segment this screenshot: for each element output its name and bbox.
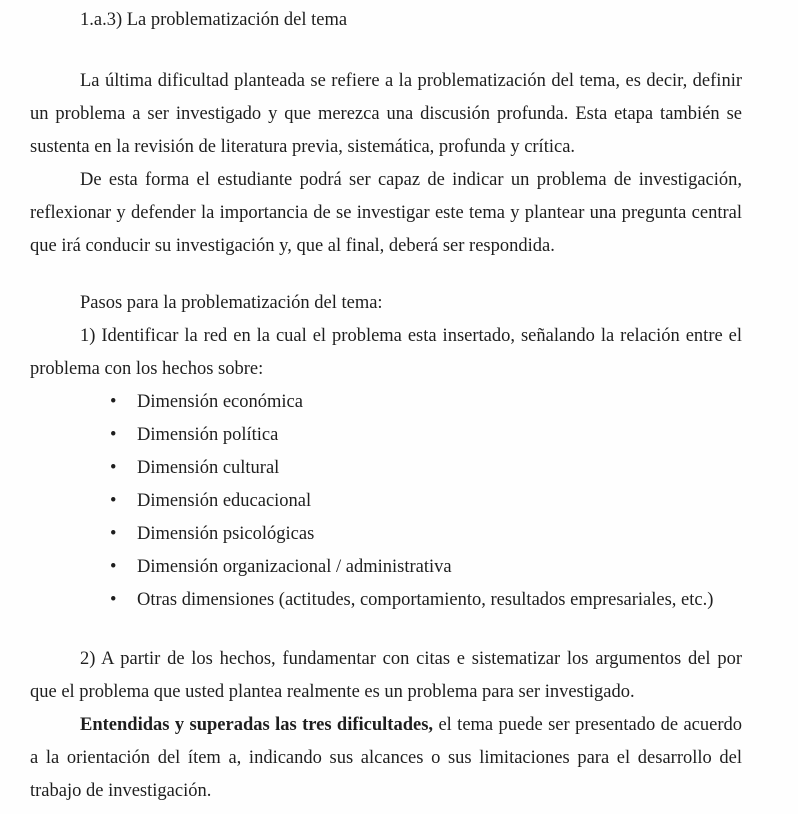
bullet-label: Dimensión económica [137, 392, 303, 412]
step-1-paragraph: 1) Identificar la red en la cual el problema esta insertado, señalando la relación entre el problema con los hechos sobre: [30, 326, 742, 379]
bullet-item [30, 551, 742, 584]
step-2-paragraph: 2) A partir de los hechos, fundamentar con citas e sistematizar los argumentos del por que el problema que usted plantea realmente es un problema para ser investigado. [30, 649, 742, 702]
closing-paragraph [30, 709, 742, 808]
paragraph-intro-1: La última dificultad planteada se refiere a la problematización del tema, es decir, definir un problema a ser investigado y que merezca una discusión profunda. Esta etapa también se sustenta en la revisión de literatura previa, sistemática, profunda y crítica. [30, 71, 742, 157]
bullet-label: Dimensión política [137, 425, 279, 445]
bullet-icon: • [110, 491, 117, 511]
bullet-item [30, 386, 742, 419]
steps-intro: Pasos para la problematización del tema: [80, 293, 383, 313]
closing-bold-lead: Entendidas y superadas las tres dificultades, [80, 715, 434, 735]
bullet-label: Dimensión psicológicas [137, 524, 315, 544]
section-heading: 1.a.3) La problematización del tema [80, 10, 348, 30]
bullet-icon: • [110, 392, 117, 412]
bullet-icon: • [110, 590, 117, 610]
closing-rest: el tema puede ser presentado de acuerdo a la orientación del ítem a, indicando sus alcances o sus limitaciones para el desarrollo del trabajo de investigación. [30, 715, 743, 801]
bullet-icon: • [110, 425, 117, 445]
bullet-item [30, 419, 742, 452]
bullet-item [30, 485, 742, 518]
bullet-label: Dimensión educacional [137, 491, 312, 511]
bullet-icon: • [110, 557, 117, 577]
paragraph-intro-2: De esta forma el estudiante podrá ser capaz de indicar un problema de investigación, reflexionar y defender la importancia de se investigar este tema y plantear una pregunta central que irá conducir su investigación y, que al final, deberá ser respondida. [30, 170, 742, 256]
dimension-bullet-list [30, 386, 742, 617]
bullet-icon: • [110, 458, 117, 478]
bullet-label: Otras dimensiones (actitudes, comportamiento, resultados empresariales, etc.) [137, 590, 714, 610]
bullet-icon: • [110, 524, 117, 544]
bullet-item [30, 452, 742, 485]
bullet-item [30, 584, 742, 617]
bullet-label: Dimensión organizacional / administrativa [137, 557, 452, 577]
bullet-item [30, 518, 742, 551]
bullet-label: Dimensión cultural [137, 458, 280, 478]
